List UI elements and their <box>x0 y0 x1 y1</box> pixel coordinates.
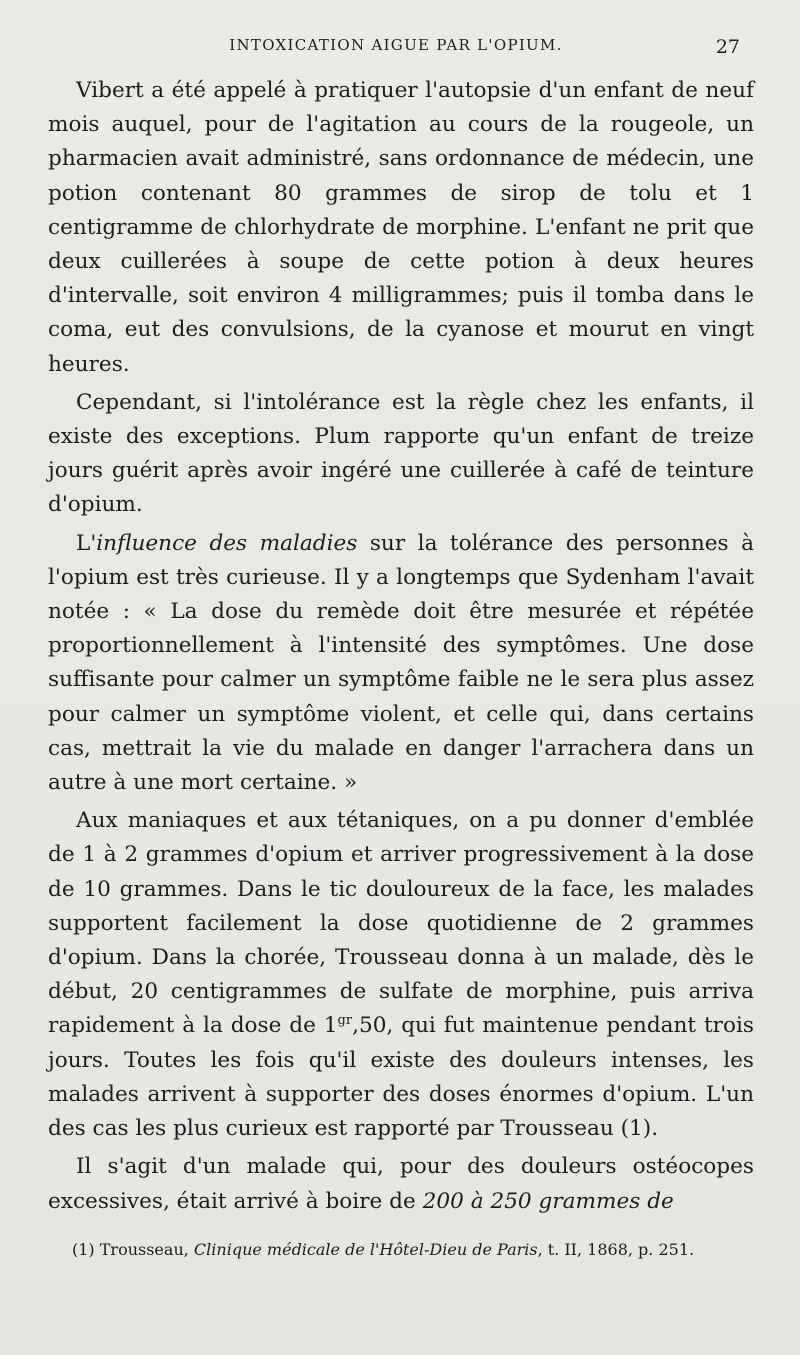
paragraph-5 <box>48 1150 754 1218</box>
superscript-gr: gr <box>337 1013 353 1029</box>
footnote-marker: (1) Trousseau, <box>72 1239 194 1259</box>
paragraph-3-lead: L' <box>76 530 97 556</box>
paragraph-4-text-b: ,50, qui fut maintenue pendant trois jours. Toutes les fois qu'il existe des douleurs intenses, les malades arrivent à supporter des doses énormes d'opium. L'un des cas les plus curieux est rapporté par Trousseau (1). <box>48 1013 754 1142</box>
running-header <box>48 36 754 66</box>
paragraph-3-text: sur la tolérance des personnes à l'opium est très curieuse. Il y a longtemps que Sydenham l'avait notée : « La dose du remède doit être mesurée et répétée proportionnellement à l'intensité des symptômes. Une dose suffisante pour calmer un symptôme faible ne le sera plus assez pour calmer un symptôme violent, et celle qui, dans certains cas, mettrait la vie du malade en danger l'arrachera dans un autre à une mort certaine. » <box>48 530 754 796</box>
paragraph-5-italic-trail: 200 à 250 grammes de <box>422 1188 674 1214</box>
paragraph-3 <box>48 527 754 801</box>
paragraph-2-text: Cependant, si l'intolérance est la règle chez les enfants, il existe des exceptions. Plum rapporte qu'un enfant de treize jours guérit après avoir ingéré une cuillerée à café de teinture d'opium. <box>48 389 754 518</box>
paragraph-5-text: Il s'agit d'un malade qui, pour des douleurs ostéocopes excessives, était arrivé à boire de <box>48 1154 754 1214</box>
paragraph-4 <box>48 804 754 1146</box>
footnote-title: Clinique médicale de l'Hôtel-Dieu de Paris <box>193 1239 538 1259</box>
paragraph-2 <box>48 386 754 523</box>
running-title: INTOXICATION AIGUE PAR L'OPIUM. <box>229 36 563 54</box>
paragraph-4-text-a: Aux maniaques et aux tétaniques, on a pu donner d'emblée de 1 à 2 grammes d'opium et arriver progressivement à la dose de 10 grammes. Dans le tic douloureux de la face, les malades supportent facilement la dose quotidienne de 2 grammes d'opium. Dans la chorée, Trousseau donna à un malade, dès le début, 20 centigrammes de sulfate de morphine, puis arriva rapidement à la dose de 1 <box>48 808 754 1039</box>
footnote-1 <box>48 1239 754 1261</box>
footnote-rest: , t. II, 1868, p. 251. <box>537 1239 695 1259</box>
footnotes <box>48 1239 754 1261</box>
paragraph-1-text: Vibert a été appelé à pratiquer l'autopsie d'un enfant de neuf mois auquel, pour de l'agitation au cours de la rougeole, un pharmacien avait administré, sans ordonnance de médecin, une potion contenant 80 grammes de sirop de tolu et 1 centigramme de chlorhydrate de morphine. L'enfant ne prit que deux cuillerées à soupe de cette potion à deux heures d'intervalle, soit environ 4 milligrammes; puis il tomba dans le coma, eut des convulsions, de la cyanose et mourut en vingt heures. <box>48 78 754 377</box>
paragraph-1 <box>48 74 754 382</box>
paragraph-3-italic-phrase: influence des maladies <box>96 530 358 556</box>
page-number: 27 <box>715 36 740 58</box>
body-text <box>48 74 754 1219</box>
